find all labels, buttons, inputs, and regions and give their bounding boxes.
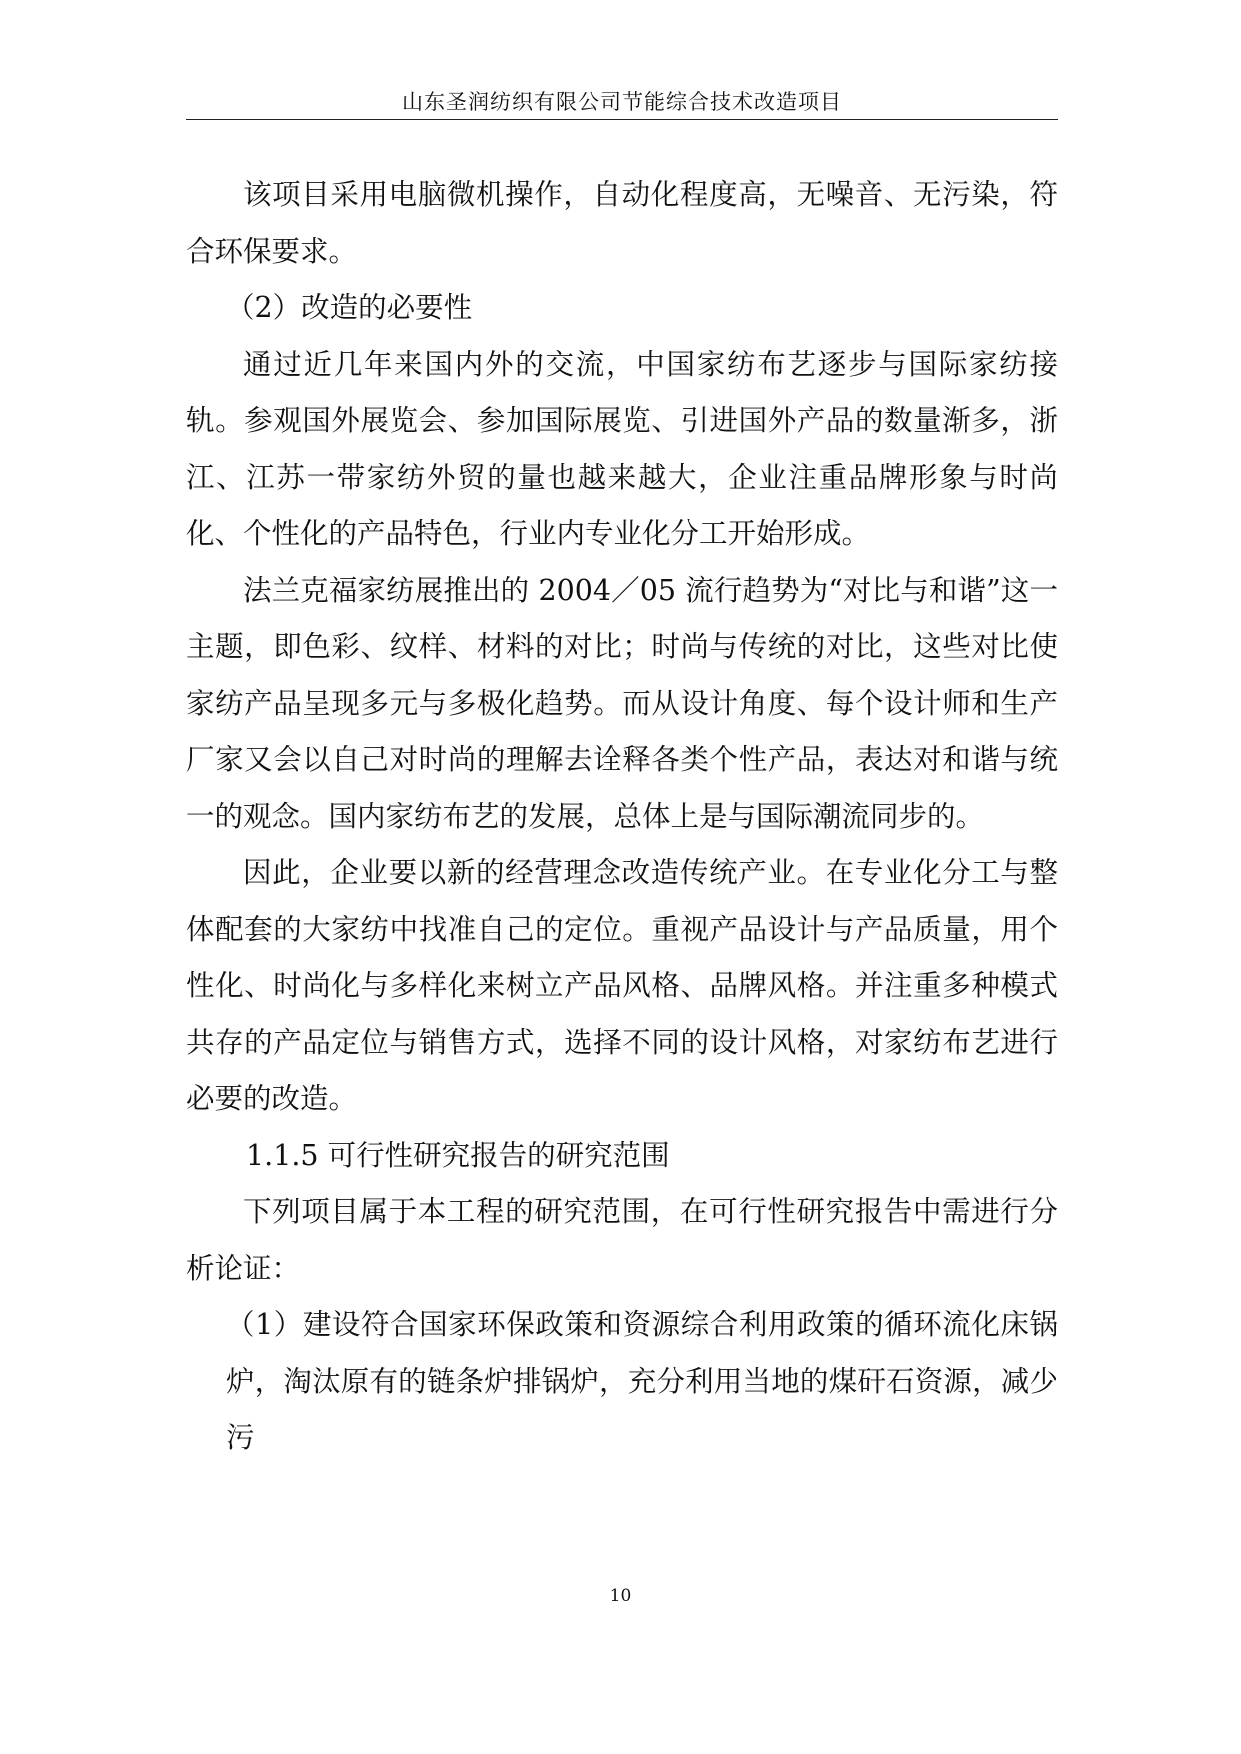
paragraph: 该项目采用电脑微机操作，自动化程度高，无噪音、无污染，符合环保要求。 xyxy=(186,178,1058,268)
header-divider xyxy=(186,119,1058,120)
page-number: 10 xyxy=(609,1586,632,1606)
paragraph: 通过近几年来国内外的交流，中国家纺布艺逐步与国际家纺接轨。参观国外展览会、参加国际展览、引进国外产品的数量渐多，浙江、江苏一带家纺外贸的量也越来越大，企业注重品牌形象与时尚化、个性化的产品特色，行业内专业化分工开始形成。 xyxy=(186,347,1058,550)
section-heading: 1.1.5 可行性研究报告的研究范围 xyxy=(246,1138,670,1172)
paragraph: 因此，企业要以新的经营理念改造传统产业。在专业化分工与整体配套的大家纺中找准自己的定位。重视产品设计与产品质量，用个性化、时尚化与多样化来树立产品风格、品牌风格。并注重多种模式共存的产品定位与销售方式，选择不同的设计风格，对家纺布艺进行必要的改造。 xyxy=(186,856,1058,1115)
body-text xyxy=(186,167,1058,1467)
paragraph: 法兰克福家纺展推出的 2004／05 流行趋势为“对比与和谐”这一主题，即色彩、纹样、材料的对比；时尚与传统的对比，这些对比使家纺产品呈现多元与多极化趋势。而从设计角度、每个设计师和生产厂家又会以自己对时尚的理解去诠释各类个性产品，表达对和谐与统一的观念。国内家纺布艺的发展，总体上是与国际潮流同步的。 xyxy=(186,573,1058,833)
paragraph: 下列项目属于本工程的研究范围，在可行性研究报告中需进行分析论证： xyxy=(186,1195,1058,1285)
list-item: （1）建设符合国家环保政策和资源综合利用政策的循环流化床锅炉，淘汰原有的链条炉排锅炉，充分利用当地的煤矸石资源，减少污 xyxy=(226,1308,1058,1454)
running-header: 山东圣润纺织有限公司节能综合技术改造项目 xyxy=(402,90,842,114)
section-heading: （2）改造的必要性 xyxy=(226,291,473,324)
